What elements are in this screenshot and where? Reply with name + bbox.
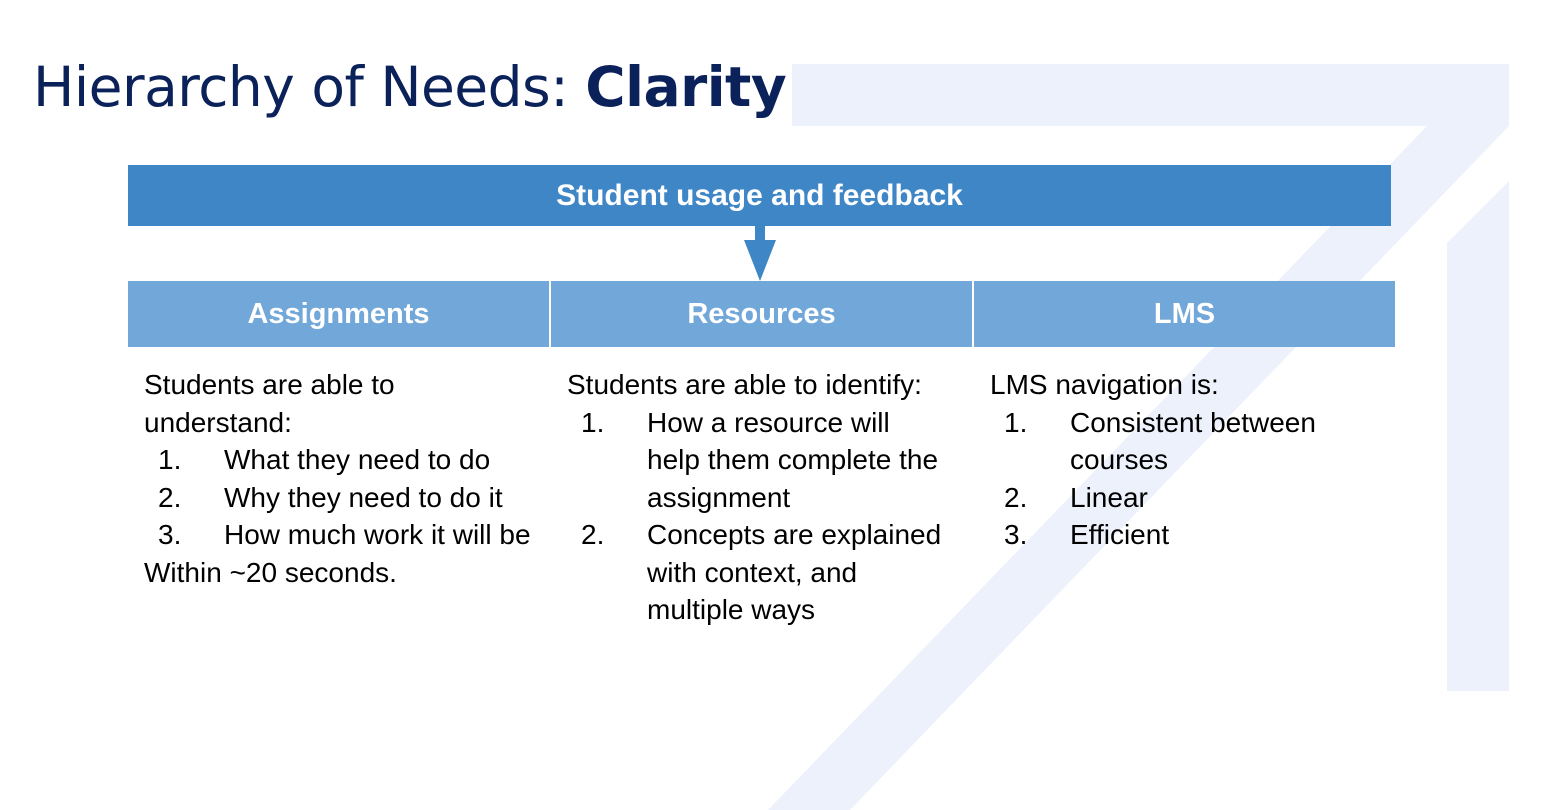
resources-list: [567, 404, 947, 629]
list-item-text: Efficient: [1070, 519, 1170, 550]
student-feedback-banner: [128, 165, 1391, 226]
column-header-resources: Resources: [551, 281, 972, 347]
list-item-number: 2.: [581, 519, 605, 550]
column-header-lms: LMS: [974, 281, 1395, 347]
list-item-text: What they need to do: [224, 444, 491, 475]
list-item: [990, 404, 1390, 479]
column-intro: Students are able to identify:: [567, 369, 922, 400]
list-item: [990, 479, 1390, 517]
list-item-text: Linear: [1070, 481, 1148, 513]
list-item: [144, 479, 544, 517]
list-item-number: 1.: [158, 444, 182, 475]
list-item-number: 2.: [1004, 481, 1028, 513]
title-emphasis: Clarity: [585, 55, 787, 119]
column-intro: Students are able to understand:: [144, 369, 395, 438]
page-title: Hierarchy of Needs: Clarity: [33, 55, 787, 119]
down-arrow-icon: [742, 226, 778, 282]
assignments-column-body: [144, 366, 544, 591]
column-footer: Within ~20 seconds.: [144, 556, 397, 588]
resources-column-body: [567, 366, 947, 629]
list-item-text: Consistent between courses: [1070, 406, 1316, 475]
list-item: [144, 516, 544, 554]
list-item: [567, 404, 947, 517]
list-item: [144, 441, 544, 479]
list-item: [990, 516, 1390, 554]
list-item-text: How a resource will help them complete the assignment: [647, 406, 939, 513]
banner-label: Student usage and feedback: [556, 178, 963, 212]
assignments-list: [144, 441, 544, 554]
list-item-text: Why they need to do it: [224, 481, 503, 513]
list-item-number: 3.: [1004, 519, 1028, 550]
list-item-number: 3.: [158, 519, 182, 550]
list-item-text: Concepts are explained with context, and multiple ways: [647, 519, 942, 625]
list-item: [567, 516, 947, 629]
lms-column-body: [990, 366, 1390, 554]
list-item-number: 1.: [581, 406, 605, 438]
list-item-number: 1.: [1004, 406, 1028, 438]
lms-list: [990, 404, 1390, 554]
column-intro: LMS navigation is:: [990, 369, 1219, 400]
list-item-text: How much work it will be: [224, 519, 531, 550]
column-header-assignments: Assignments: [128, 281, 549, 347]
list-item-number: 2.: [158, 481, 182, 513]
